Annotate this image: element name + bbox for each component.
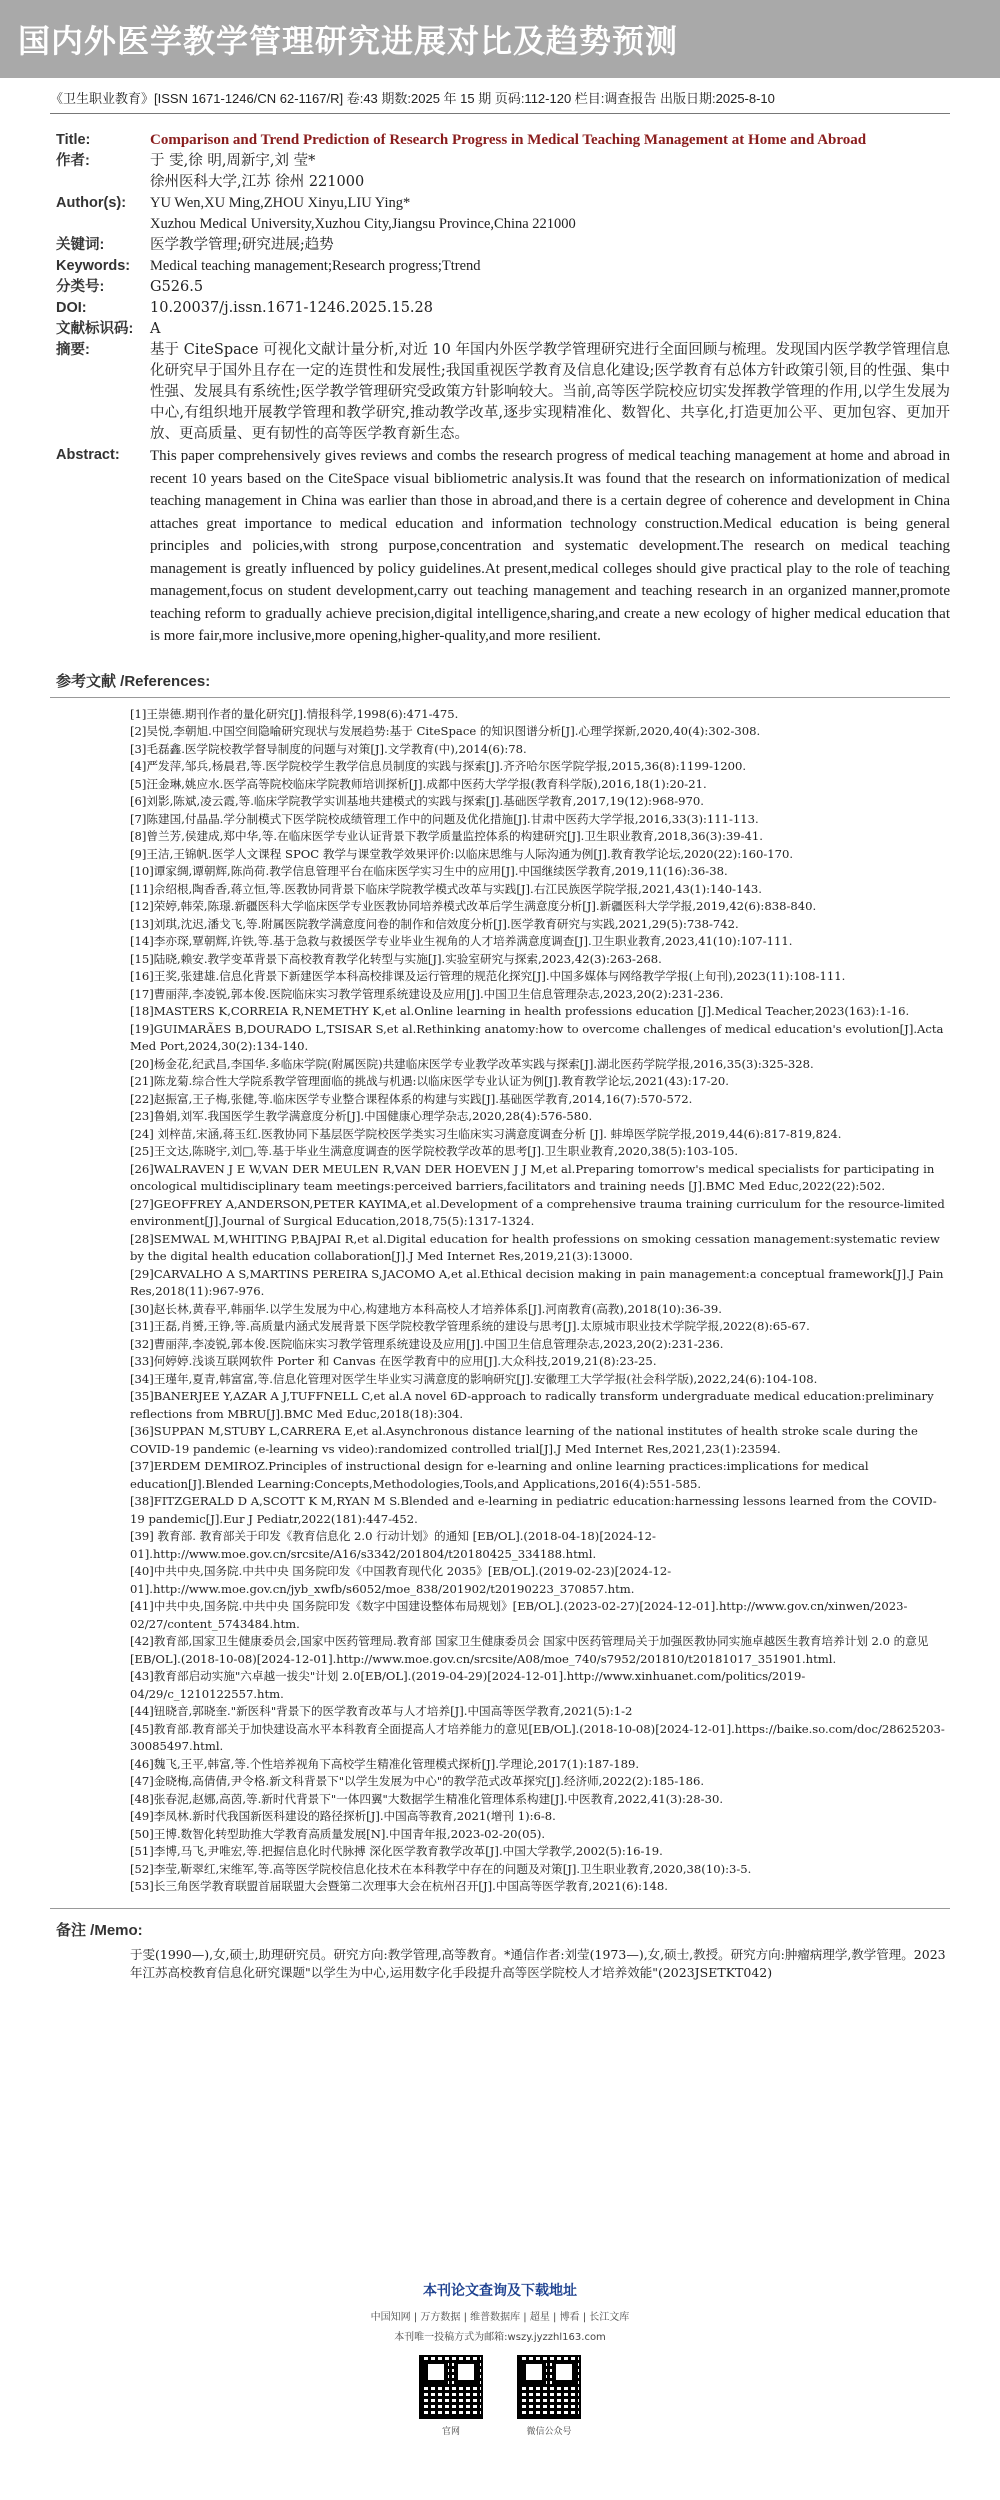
qr-website [419,2355,483,2437]
footer-submission-email: 本刊唯一投稿方式为邮箱:wszy.jyzzhl163.com [394,2332,606,2343]
reference-item: [5]汪金琳,姚应水.医学高等院校临床学院教师培训探析[J].成都中医药大学学报(教育科学版),2016,18(1):20-21. [130,776,707,791]
classification-value: G526.5 [150,279,204,295]
reference-item: [29]CARVALHO A S,MARTINS PEREIRA S,JACOMO A,et al.Ethical decision making in pain management:a conceptual framework[J].J Pain Res,2018(11):967-976. [130,1266,944,1298]
reference-item: [25]王文达,陈晓宇,刘□,等.基于毕业生满意度调查的医学院校教学改革的思考[J].卫生职业教育,2020,38(5):103-105. [130,1144,739,1158]
authors-en-affiliation: Xuzhou Medical University,Xuzhou City,Jiangsu Province,China 221000 [150,216,576,232]
qr-code-icon [419,2355,483,2419]
authors-row [56,151,950,193]
reference-item: [38]FITZGERALD D A,SCOTT K M,RYAN M S.Blended and e-learning in pediatric education:harnessing lessons learned from the COVID-19 pandemic[J].Eur J Pediatr,2022(181):447-452. [130,1494,937,1526]
doc-code-value: A [150,321,161,337]
reference-item: [45]教育部.教育部关于加快建设高水平本科教育全面提高人才培养能力的意见[EB/OL].(2018-10-08)[2024-12-01].https://baike.so.com/doc/28625203-30085497.html. [130,1721,945,1753]
header-band [0,0,1000,78]
reference-item: [9]王洁,王锦帆.医学人文课程 SPOC 教学与课堂教学效果评价:以临床思维与人际沟通为例[J].教育教学论坛,2020(22):160-170. [130,846,794,861]
reference-item: [26]WALRAVEN J E W,VAN DER MEULEN R,VAN DER HOEVEN J J M,et al.Preparing tomorrow's medical specialists for participating in oncological multidisciplinary team meetings:perceived barriers,facilitators and training needs [J].BMC Med Educ,2022(22):502. [130,1161,935,1193]
reference-item: [11]佘绍根,陶香香,蒋立恒,等.医教协同背景下临床学院教学模式改革与实践[J].右江民族医学院学报,2021,43(1):140-143. [130,881,762,896]
doi-label: DOI: [56,300,87,316]
reference-item: [47]金晓梅,高倩倩,尹令格.新文科背景下"以学生发展为中心"的教学范式改革探究[J].经济师,2022(2):185-186. [130,1774,705,1788]
footer-database-links[interactable]: 中国知网 | 万方数据 | 维普数据库 | 超星 | 博看 | 长江文库 [370,2312,630,2323]
reference-item: [24] 刘梓苗,宋涵,蒋玉红.医教协同下基层医学院校医学类实习生临床实习满意度调查分析 [J]. 蚌埠医学院学报,2019,44(6):817-819,824. [130,1126,842,1141]
keywords-label: 关键词: [56,237,105,253]
reference-item: [28]SEMWAL M,WHITING P,BAJPAI R,et al.Digital education for health professions on smoking cessation management:systematic review by the digital health education collaboration[J].J Med Internet Res,2019,21(3):13000. [130,1231,940,1263]
footer-title: 本刊论文查询及下载地址 [423,2283,577,2299]
reference-item: [22]赵振富,王子梅,张健,等.临床医学专业整合课程体系的构建与实践[J].基础医学教育,2014,16(7):570-572. [130,1091,693,1106]
abstract-zh-label: 摘要: [56,342,90,358]
doi-value: 10.20037/j.issn.1671-1246.2025.15.28 [150,300,433,316]
abstract-zh-row [56,340,950,445]
reference-item: [17]曹丽萍,李凌锐,郭本俊.医院临床实习教学管理系统建设及应用[J].中国卫生信息管理杂志,2023,20(2):231-236. [130,986,724,1001]
reference-item: [3]毛磊鑫.医学院校教学督导制度的问题与对策[J].文学教育(中),2014(6):78. [130,741,527,756]
keywords-value: 医学教学管理;研究进展;趋势 [150,237,334,253]
reference-item: [16]王奖,张建雄.信息化背景下新建医学本科高校排课及运行管理的规范化探究[J].中国多媒体与网络教学学报(上旬刊),2023(11):108-111. [130,969,846,983]
keywords-row [56,235,950,256]
article-metadata [56,130,950,648]
reference-item: [36]SUPPAN M,STUBY L,CARRERA E,et al.Asynchronous distance learning of the national institutes of health stroke scale during the COVID-19 pandemic (e-learning vs video):randomized controlled trial[J].J Med Internet Res,2021,23(1):23594. [130,1424,918,1456]
divider [50,113,950,114]
reference-item: [46]魏飞,王平,韩富,等.个性培养视角下高校学生精准化管理模式探析[J].学理论,2017(1):187-189. [130,1756,640,1771]
abstract-zh-text: 基于 CiteSpace 可视化文献计量分析,对近 10 年国内外医学教学管理研究进行全面回顾与梳理。发现国内医学教学管理信息化研究早于国外且存在一定的连贯性和发展性;我国重视医学教育及信息化建设;医学教育有总体方针政策引领,目的性强、集中性强、发展具有系统性;医学教学管理研究受政策方针影响较大。当前,高等医学院校应切实发挥教学管理的作用,以学生发展为中心,有组织地开展教学管理和教学研究,推动教学改革,逐步实现精准化、数智化、共享化,打造更加公平、更加包容、更加开放、更高质量、更有韧性的高等医学教育新生态。 [150,342,950,442]
reference-item: [13]刘琪,沈迟,潘戈飞,等.附属医院教学满意度问卷的制作和信效度分析[J].医学教育研究与实践,2021,29(5):738-742. [130,916,739,931]
doi-row [56,298,950,319]
reference-item: [52]李莹,靳翠红,宋维军,等.高等医学院校信息化技术在本科教学中存在的问题及对策[J].卫生职业教育,2020,38(10):3-5. [130,1861,752,1876]
qr-website-label: 官网 [441,2427,460,2437]
reference-item: [49]李凤林.新时代我国新医科建设的路径探析[J].中国高等教育,2021(增刊 1):6-8. [130,1809,556,1823]
reference-item: [41]中共中央,国务院.中共中央 国务院印发《数字中国建设整体布局规划》[EB/OL].(2023-02-27)[2024-12-01].http://www.gov.cn/xinwen/2023-02/27/content_5743484.htm. [130,1599,908,1631]
abstract-en-text: This paper comprehensively gives reviews and combs the research progress of medical teaching management at home and abroad in recent 10 years based on the CiteSpace visual bibliometric analysis.It was found that the research on informationization of medical teaching management in China was earlier than those in abroad,and there is a certain degree of coherence and development in China attaches great importance to medical education and information technology construction.Medical education is being general principles and policies,with strong purpose,concentration and systematic development.The research on medical teaching management is greatly influenced by policy guidelines.At present,medical colleges should give practical play to the role of teaching management,focus on student development,carry out teaching management and teaching research in an organized manner,promote teaching reform to gradually achieve precision,digital intelligence,sharing,and create a new ecology of higher medical education that is more fair,more inclusive,more opening,higher-quality,and more resilient. [150,448,950,644]
doc-code-row [56,319,950,340]
reference-item: [43]教育部启动实施"六卓越一拔尖"计划 2.0[EB/OL].(2019-04-29)[2024-12-01].http://www.xinhuanet.com/politics/2019-04/29/c_1210122557.htm. [130,1669,806,1701]
reference-item: [12]荣婷,韩荣,陈璟.新疆医科大学临床医学专业医教协同培养模式改革后学生满意度分析[J].新疆医科大学学报,2019,42(6):838-840. [130,899,817,913]
classification-label: 分类号: [56,279,105,295]
journal-info-line: 《卫生职业教育》[ISSN 1671-1246/CN 62-1167/R] 卷:43 期数:2025 年 15 期 页码:112-120 栏目:调查报告 出版日期:2025-8-10 [50,91,775,106]
references-list [130,706,950,1896]
reference-item: [33]何婷婷.浅谈互联网软件 Porter 和 Canvas 在医学教育中的应用[J].大众科技,2019,21(8):23-25. [130,1354,657,1368]
reference-item: [32]曹丽萍,李凌锐,郭本俊.医院临床实习教学管理系统建设及应用[J].中国卫生信息管理杂志,2023,20(2):231-236. [130,1336,724,1351]
memo-heading: 备注 /Memo: [56,1921,143,1939]
reference-item: [37]ERDEM DEMIROZ.Principles of instructional design for e-learning and online learning practices:implications for medical education[J].Blended Learning:Concepts,Methodologies,Tools,and Applications,2016(4):551-585. [130,1459,869,1491]
reference-item: [10]谭家绸,谭朝辉,陈尚荷.教学信息管理平台在临床医学实习生中的应用[J].中国继续医学教育,2019,11(16):36-38. [130,864,728,878]
reference-item: [1]王崇德.期刊作者的量化研究[J].情报科学,1998(6):471-475. [130,706,459,721]
authors-names: 于 雯,徐 明,周新宇,刘 莹* [150,153,316,169]
divider [50,697,950,698]
references-heading: 参考文献 /References: [56,672,211,690]
abstract-en-row [56,445,950,648]
reference-item: [6]刘影,陈斌,凌云霞,等.临床学院教学实训基地共建模式的实践与探索[J].基础医学教育,2017,19(12):968-970. [130,794,704,808]
reference-item: [31]王磊,肖赟,王铮,等.高质量内涵式发展背景下医学院校教学管理系统的建设与思考[J].太原城市职业技术学院学报,2022(8):65-67. [130,1319,810,1333]
reference-item: [30]赵长林,黄春平,韩丽华.以学生发展为中心,构建地方本科高校人才培养体系[J].河南教育(高教),2018(10):36-39. [130,1301,722,1316]
qr-wechat-label: 微信公众号 [526,2427,572,2437]
reference-item: [50]王博.数智化转型助推大学教育高质量发展[N].中国青年报,2023-02-20(05). [130,1826,546,1841]
qr-codes [0,2355,1000,2437]
reference-item: [18]MASTERS K,CORREIA R,NEMETHY K,et al.Online learning in health professions education [J].Medical Teacher,2023(163):1-16. [130,1004,910,1018]
abstract-en-label: Abstract: [56,447,120,463]
reference-item: [21]陈龙菊.综合性大学院系教学管理面临的挑战与机遇:以临床医学专业认证为例[J].教育教学论坛,2021(43):17-20. [130,1074,729,1088]
reference-item: [15]陆晓,赖安.教学变革背景下高校教育教学化转型与实施[J].实验室研究与探索,2023,42(3):263-268. [130,951,662,966]
reference-item: [19]GUIMARÃES B,DOURADO L,TSISAR S,et al.Rethinking anatomy:how to overcome challenges of medical education's evolution[J].Acta Med Port,2024,30(2):134-140. [130,1021,944,1053]
reference-item: [27]GEOFFREY A,ANDERSON,PETER KAYIMA,et al.Development of a comprehensive trauma training curriculum for the resource-limited environment[J].Journal of Surgical Education,2018,75(5):1317-1324. [130,1196,945,1228]
qr-wechat [517,2355,581,2437]
reference-item: [48]张春泥,赵娜,高茵,等.新时代背景下"一体四翼"大数据学生精准化管理体系构建[J].中医教育,2022,41(3):28-30. [130,1791,724,1806]
keywords-en-row [56,256,950,277]
reference-item: [8]曾兰芳,侯建成,郑中华,等.在临床医学专业认证背景下教学质量监控体系的构建研究[J].卫生职业教育,2018,36(3):39-41. [130,829,763,843]
doc-code-label: 文献标识码: [56,321,134,337]
reference-item: [14]李亦琛,覃朝辉,许铁,等.基于急救与救援医学专业毕业生视角的人才培养满意度调查[J].卫生职业教育,2023,41(10):107-111. [130,934,793,948]
page-title: 国内外医学教学管理研究进展对比及趋势预测 [18,22,679,60]
divider [50,1908,950,1909]
footer [0,2280,1000,2437]
keywords-en-value: Medical teaching management;Research progress;Ttrend [150,258,481,274]
reference-item: [42]教育部,国家卫生健康委员会,国家中医药管理局.教育部 国家卫生健康委员会 国家中医药管理局关于加强医教协同实施卓越医生教育培养计划 2.0 的意见[EB/OL].(2018-10-08)[2024-12-01].http://www.moe.gov.cn/srcsite/A08/moe_740/s7952/201810/t20181017_351901.html. [130,1634,929,1666]
reference-item: [40]中共中央,国务院.中共中央 国务院印发《中国教育现代化 2035》[EB/OL].(2019-02-23)[2024-12-01].http://www.moe.gov.cn/jyb_xwfb/s6052/moe_838/201902/t20190223_370857.htm. [130,1564,672,1596]
reference-item: [2]吴悦,李朝旭.中国空间隐喻研究现状与发展趋势:基于 CiteSpace 的知识图谱分析[J].心理学探新,2020,40(4):302-308. [130,724,761,738]
reference-item: [44]钮晓音,郭晓奎."新医科"背景下的医学教育改革与人才培养[J].中国高等医学教育,2021(5):1-2 [130,1704,633,1718]
reference-item: [53]长三角医学教育联盟首届联盟大会暨第二次理事大会在杭州召开[J].中国高等医学教育,2021(6):148. [130,1879,668,1893]
reference-item: [4]严发萍,邹兵,杨晨君,等.医学院校学生教学信息员制度的实践与探索[J].齐齐哈尔医学院学报,2015,36(8):1199-1200. [130,759,747,773]
reference-item: [34]王瑾年,夏青,韩富富,等.信息化管理对医学生毕业实习满意度的影响研究[J].安徽理工大学学报(社会科学版),2022,24(6):104-108. [130,1371,818,1386]
reference-item: [7]陈建国,付晶晶.学分制模式下医学院校成绩管理工作中的问题及优化措施[J].甘肃中医药大学学报,2016,33(3):111-113. [130,811,759,826]
classification-row [56,277,950,298]
memo-text: 于雯(1990—),女,硕士,助理研究员。研究方向:教学管理,高等教育。*通信作者:刘莹(1973—),女,硕士,教授。研究方向:肿瘤病理学,教学管理。2023 年江苏高校教育信息化研究课题"以学生为中心,运用数字化手段提升高等医学院校人才培养效能"(2023JSETKT042) [130,1946,946,1980]
reference-item: [35]BANERJEE Y,AZAR A J,TUFFNELL C,et al.A novel 6D-approach to radically transform undergraduate medical education:preliminary reflections from MBRU[J].BMC Med Educ,2018(18):304. [130,1389,934,1421]
english-title: Comparison and Trend Prediction of Research Progress in Medical Teaching Management at Home and Abroad [150,132,867,148]
title-row [56,130,950,151]
authors-affiliation: 徐州医科大学,江苏 徐州 221000 [150,174,365,190]
reference-item: [39] 教育部. 教育部关于印发《教育信息化 2.0 行动计划》的通知 [EB/OL].(2018-04-18)[2024-12-01].http://www.moe.gov.cn/srcsite/A16/s3342/201804/t20180425_334188.html. [130,1529,656,1561]
authors-label: 作者: [56,153,90,169]
authors-en-row [56,193,950,235]
reference-item: [23]鲁娟,刘军.我国医学生教学满意度分析[J].中国健康心理学杂志,2020,28(4):576-580. [130,1109,593,1123]
qr-code-icon [517,2355,581,2419]
authors-en-names: YU Wen,XU Ming,ZHOU Xinyu,LIU Ying* [150,195,411,211]
title-label: Title: [56,132,91,148]
reference-item: [20]杨金花,纪武昌,李国华.多临床学院(附属医院)共建临床医学专业教学改革实践与探索[J].湖北医药学院学报,2016,35(3):325-328. [130,1056,814,1071]
reference-item: [51]李博,马飞,尹唯宏,等.把握信息化时代脉搏 深化医学教育教学改革[J].中国大学教学,2002(5):16-19. [130,1844,663,1858]
keywords-en-label: Keywords: [56,258,131,274]
authors-en-label: Author(s): [56,195,127,211]
